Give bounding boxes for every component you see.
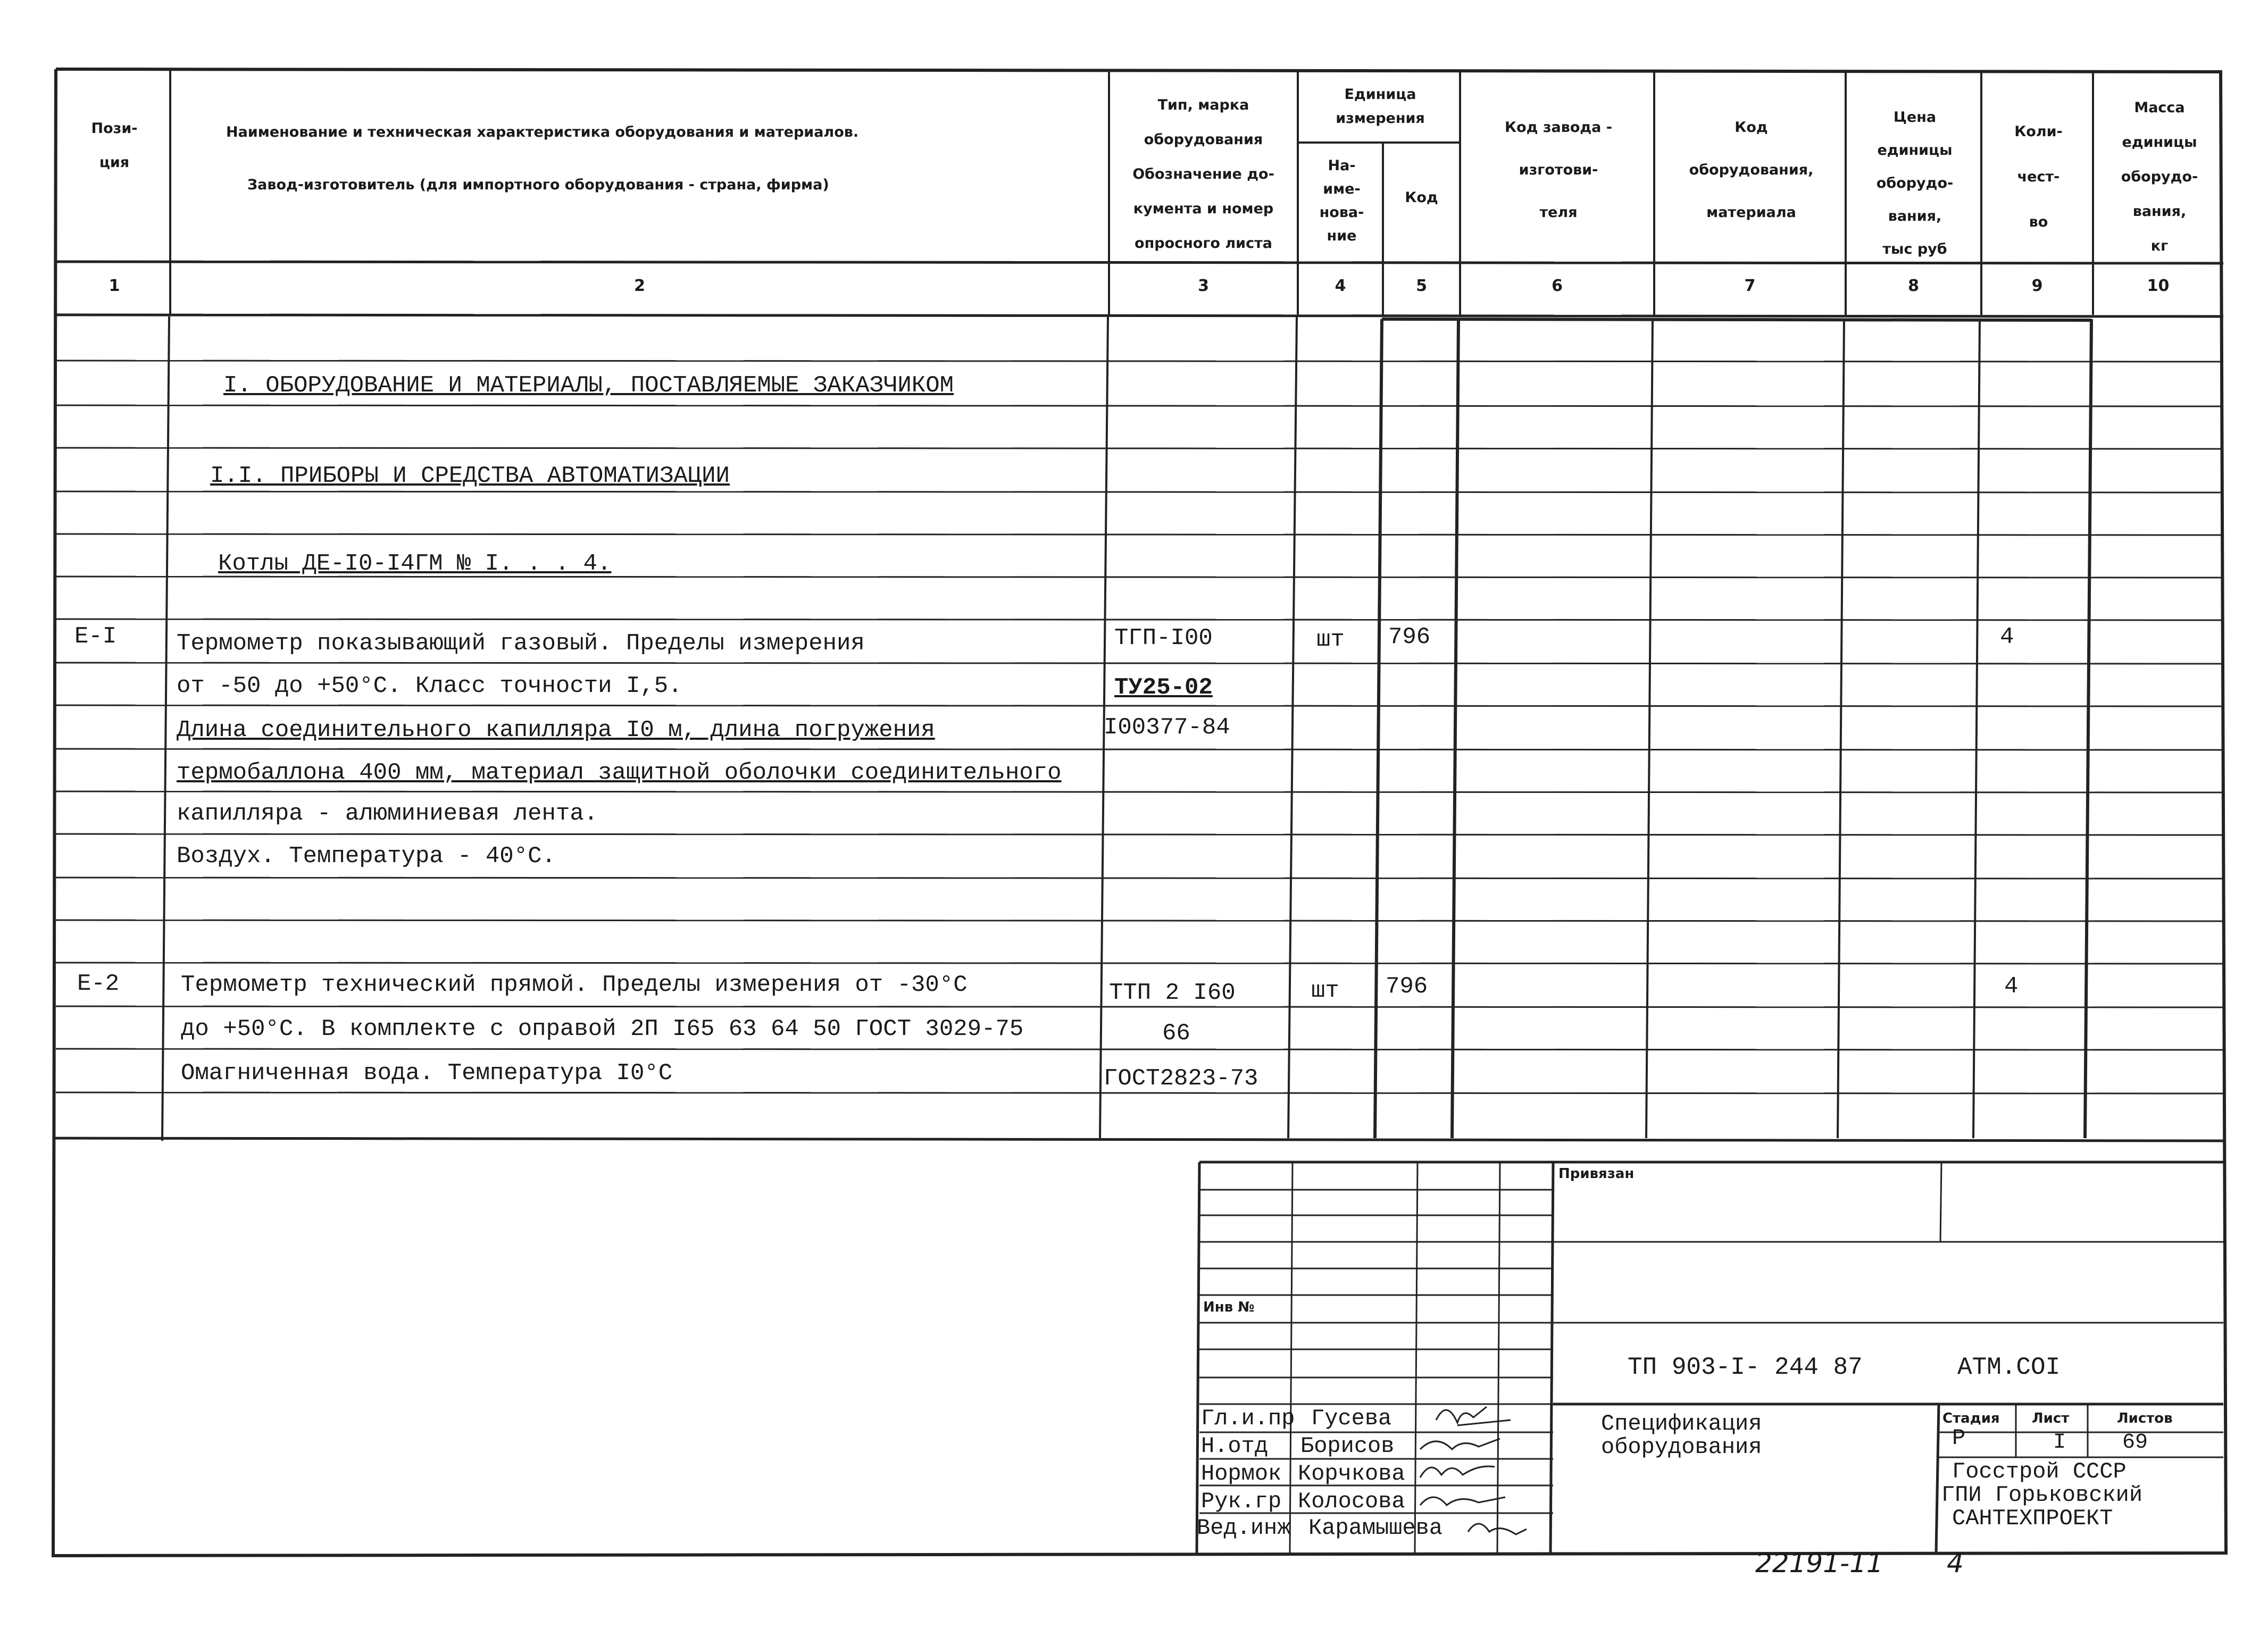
item-type: ТУ25-02 (1114, 674, 1213, 701)
item-description-line: термобаллона 400 мм, материал защитной оболочки соединительного (177, 759, 1062, 786)
header-equipment-code: Код оборудования, материала (1689, 119, 1814, 221)
column-number: 9 (2031, 277, 2043, 295)
signature-name: Борисов (1300, 1433, 1395, 1459)
header-quantity: Коли- чест- во (2014, 123, 2063, 230)
document-number: ТП 903-I- 244 87 (1628, 1354, 1863, 1381)
signature-role: Гл.и.пр (1201, 1406, 1295, 1431)
header-name-line1: Наименование и техническая характеристика оборудования и материалов. (226, 124, 859, 140)
item-unit-code: 796 (1386, 973, 1428, 1000)
signature-role: Рук.гр (1201, 1489, 1282, 1514)
section-title: I. ОБОРУДОВАНИЕ И МАТЕРИАЛЫ, ПОСТАВЛЯЕМЫЕ ЗАКАЗЧИКОМ (223, 372, 954, 399)
header-unit-code: Код (1405, 189, 1438, 206)
item-position: E-2 (77, 971, 120, 997)
item-type: ГОСТ2823-73 (1104, 1065, 1258, 1092)
column-number: 10 (2147, 277, 2170, 295)
signature-name: Колосова (1298, 1489, 1405, 1514)
signature-role: Вед.инж (1197, 1515, 1291, 1541)
group-title: Котлы ДЕ-I0-I4ГМ № I. . . 4. (218, 550, 612, 577)
item-description-line: Омагниченная вода. Температура I0°С (181, 1060, 673, 1087)
item-quantity: 4 (2004, 973, 2019, 1000)
column-number: 1 (109, 277, 120, 295)
footer-page-number: 4 (1947, 1548, 1964, 1579)
signature-role: Нормок (1201, 1461, 1282, 1487)
header-unit-name: На- име- нова- ние (1319, 157, 1364, 244)
item-description-line: от -50 до +50°С. Класс точности I,5. (177, 673, 682, 699)
inventory-number-label: Инв № (1203, 1299, 1255, 1315)
column-number: 2 (634, 277, 645, 295)
document-code: АТМ.СОI (1957, 1354, 2061, 1381)
item-type: I00377-84 (1104, 714, 1230, 741)
item-description-line: Воздух. Температура - 40°С. (177, 843, 556, 870)
sheet-value: I (2053, 1431, 2066, 1455)
signature-role: Н.отд (1201, 1433, 1269, 1459)
header-name-line2: Завод-изготовитель (для импортного оборудования - страна, фирма) (247, 177, 829, 193)
item-description-line: Термометр технический прямой. Пределы измерения от -30°С (181, 972, 968, 998)
item-unit-code: 796 (1388, 624, 1431, 650)
signature-name: Карамышева (1308, 1515, 1443, 1541)
item-description-line: Длина соединительного капилляра I0 м, длина погружения (177, 717, 935, 744)
column-number: 4 (1335, 277, 1346, 295)
column-number: 3 (1198, 277, 1209, 295)
item-description-line: капилляра - алюминиевая лента. (177, 800, 598, 827)
attached-label: Привязан (1558, 1166, 1635, 1182)
header-mass: Масса единицы оборудо- вания, кг (2121, 99, 2198, 254)
column-number: 6 (1552, 277, 1563, 295)
column-number: 7 (1744, 277, 1756, 295)
header-unit-group: Единица измерения (1336, 86, 1425, 127)
signature-name: Гусева (1311, 1406, 1392, 1431)
footer-reference: 22191-11 (1755, 1548, 1883, 1579)
organization: Госстрой СССР ГПИ Горьковский САНТЕХПРОЕКТ (1941, 1459, 2143, 1531)
header-maker-code: Код завода - изготови- теля (1505, 119, 1612, 221)
header-price: Цена единицы оборудо- вания, тыс руб (1876, 109, 1954, 257)
item-quantity: 4 (2000, 624, 2014, 650)
sheets-value: 69 (2122, 1431, 2148, 1455)
stage-value: Р (1952, 1425, 1966, 1451)
item-unit: шт (1316, 627, 1345, 653)
column-number: 5 (1416, 277, 1427, 295)
item-unit: шт (1311, 978, 1339, 1004)
item-description-line: до +50°С. В комплекте с оправой 2П I65 63 64 50 ГОСТ 3029-75 (181, 1016, 1024, 1042)
subsection-title: I.I. ПРИБОРЫ И СРЕДСТВА АВТОМАТИЗАЦИИ (210, 463, 730, 489)
item-description-line: Термометр показывающий газовый. Пределы измерения (177, 630, 865, 657)
signature-name: Корчкова (1298, 1461, 1405, 1487)
item-type: ТГП-I00 (1114, 625, 1213, 652)
header-position: Пози- ция (91, 120, 138, 171)
column-number: 8 (1908, 277, 1919, 295)
sheet-label: Лист (2032, 1410, 2070, 1426)
header-type: Тип, марка оборудования Обозначение до- кумента и номер опросного листа (1132, 97, 1274, 252)
stage-label: Стадия (1942, 1410, 2000, 1426)
item-type: ТТП 2 I60 (1109, 980, 1236, 1006)
item-position: E-I (74, 623, 117, 650)
sheets-label: Листов (2117, 1410, 2173, 1426)
item-type: 66 (1162, 1020, 1190, 1047)
document-title: Спецификация оборудования (1601, 1411, 1762, 1460)
